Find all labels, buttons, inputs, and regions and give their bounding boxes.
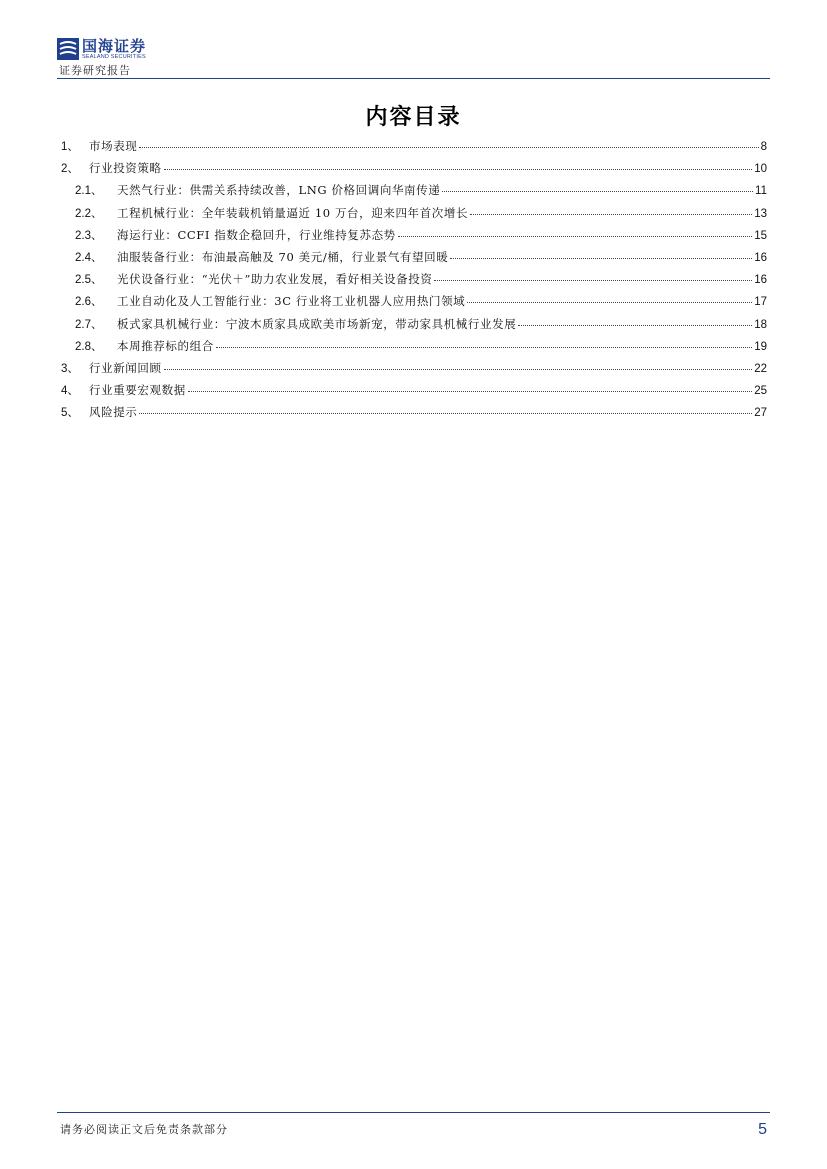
toc-entry-page: 10 xyxy=(754,163,767,176)
toc-subentry[interactable] xyxy=(61,182,767,204)
toc-entry[interactable] xyxy=(61,360,767,382)
dot-leader xyxy=(139,412,752,414)
toc-entry-number: 2.7、 xyxy=(75,318,103,331)
toc-entry-page: 15 xyxy=(754,229,767,242)
logo-chinese-name: 国海证券 xyxy=(82,36,147,55)
toc-subentry[interactable] xyxy=(61,227,767,249)
toc-subentry[interactable] xyxy=(61,316,767,338)
toc-subentry[interactable] xyxy=(61,271,767,293)
report-type-label: 证券研究报告 xyxy=(59,64,131,77)
toc-entry-number: 2.2、 xyxy=(75,207,103,220)
company-logo xyxy=(57,37,146,61)
dot-leader xyxy=(467,301,752,303)
toc-entry-label: 行业新闻回顾 xyxy=(89,360,162,375)
toc-subentry[interactable] xyxy=(61,249,767,271)
toc-entry-label: 本周推荐标的组合 xyxy=(117,338,214,353)
toc-entry-label: 市场表现 xyxy=(89,139,138,153)
toc-entry-label: 天然气行业：供需关系持续改善，LNG 价格回调向华南传递 xyxy=(117,183,441,198)
page-number: 5 xyxy=(758,1121,767,1138)
table-of-contents xyxy=(61,138,767,426)
toc-entry[interactable] xyxy=(61,160,767,182)
dot-leader xyxy=(442,190,753,192)
toc-entry-number: 4、 xyxy=(61,385,79,398)
toc-entry-label: 工程机械行业：全年装载机销量逼近 10 万台，迎来四年首次增长 xyxy=(117,205,469,220)
toc-entry-label: 风险提示 xyxy=(89,405,138,420)
toc-entry-page: 27 xyxy=(754,407,767,420)
toc-entry-page: 11 xyxy=(755,185,767,198)
toc-entry-page: 16 xyxy=(754,274,767,287)
toc-entry-page: 17 xyxy=(754,296,767,309)
toc-entry-label: 板式家具机械行业：宁波木质家具成欧美市场新宠，带动家具机械行业发展 xyxy=(117,316,517,331)
toc-entry-number: 3、 xyxy=(61,362,79,375)
toc-entry-label: 行业投资策略 xyxy=(89,161,162,176)
dot-leader xyxy=(434,279,752,281)
toc-entry-number: 1、 xyxy=(61,141,79,153)
toc-entry-label: 油服装备行业：布油最高触及 70 美元/桶，行业景气有望回暖 xyxy=(117,249,449,264)
toc-entry-label: 光伏设备行业：“光伏＋”助力农业发展，看好相关设备投资 xyxy=(117,272,433,287)
dot-leader xyxy=(188,390,752,392)
header-divider xyxy=(57,78,770,79)
footer-divider xyxy=(57,1112,770,1113)
dot-leader xyxy=(216,346,752,348)
toc-entry-number: 2.5、 xyxy=(75,274,103,287)
dot-leader xyxy=(164,168,753,170)
toc-entry-page: 16 xyxy=(754,251,767,264)
dot-leader xyxy=(164,368,753,370)
dot-leader xyxy=(470,213,752,215)
toc-entry[interactable] xyxy=(61,138,767,160)
toc-entry-page: 18 xyxy=(754,318,767,331)
toc-subentry[interactable] xyxy=(61,205,767,227)
toc-entry-label: 海运行业：CCFI 指数企稳回升，行业维持复苏态势 xyxy=(117,227,396,242)
toc-entry-page: 13 xyxy=(754,207,767,220)
toc-entry[interactable] xyxy=(61,404,767,426)
toc-entry-number: 2.8、 xyxy=(75,340,103,353)
toc-entry-number: 2.4、 xyxy=(75,251,103,264)
toc-entry-number: 2.1、 xyxy=(75,185,103,198)
toc-entry-label: 行业重要宏观数据 xyxy=(89,383,186,398)
toc-entry-number: 5、 xyxy=(61,407,79,420)
dot-leader xyxy=(139,146,758,148)
toc-entry-page: 19 xyxy=(754,340,767,353)
disclaimer-note: 请务必阅读正文后免责条款部分 xyxy=(60,1123,228,1136)
dot-leader xyxy=(398,235,752,237)
toc-entry-label: 工业自动化及人工智能行业：3C 行业将工业机器人应用热门领域 xyxy=(117,294,466,309)
toc-entry-number: 2.6、 xyxy=(75,296,103,309)
dot-leader xyxy=(518,324,752,326)
logo-english-name: SEALAND SECURITIES xyxy=(82,53,146,60)
toc-entry-page: 8 xyxy=(760,141,767,153)
dot-leader xyxy=(450,257,752,259)
toc-entry[interactable] xyxy=(61,382,767,404)
toc-entry-page: 22 xyxy=(754,362,767,375)
toc-title: 内容目录 xyxy=(365,105,462,130)
sealand-logo-icon xyxy=(57,38,79,60)
toc-entry-page: 25 xyxy=(754,385,767,398)
toc-subentry[interactable] xyxy=(61,293,767,315)
toc-subentry[interactable] xyxy=(61,338,767,360)
toc-entry-number: 2、 xyxy=(61,163,79,176)
toc-entry-number: 2.3、 xyxy=(75,229,103,242)
